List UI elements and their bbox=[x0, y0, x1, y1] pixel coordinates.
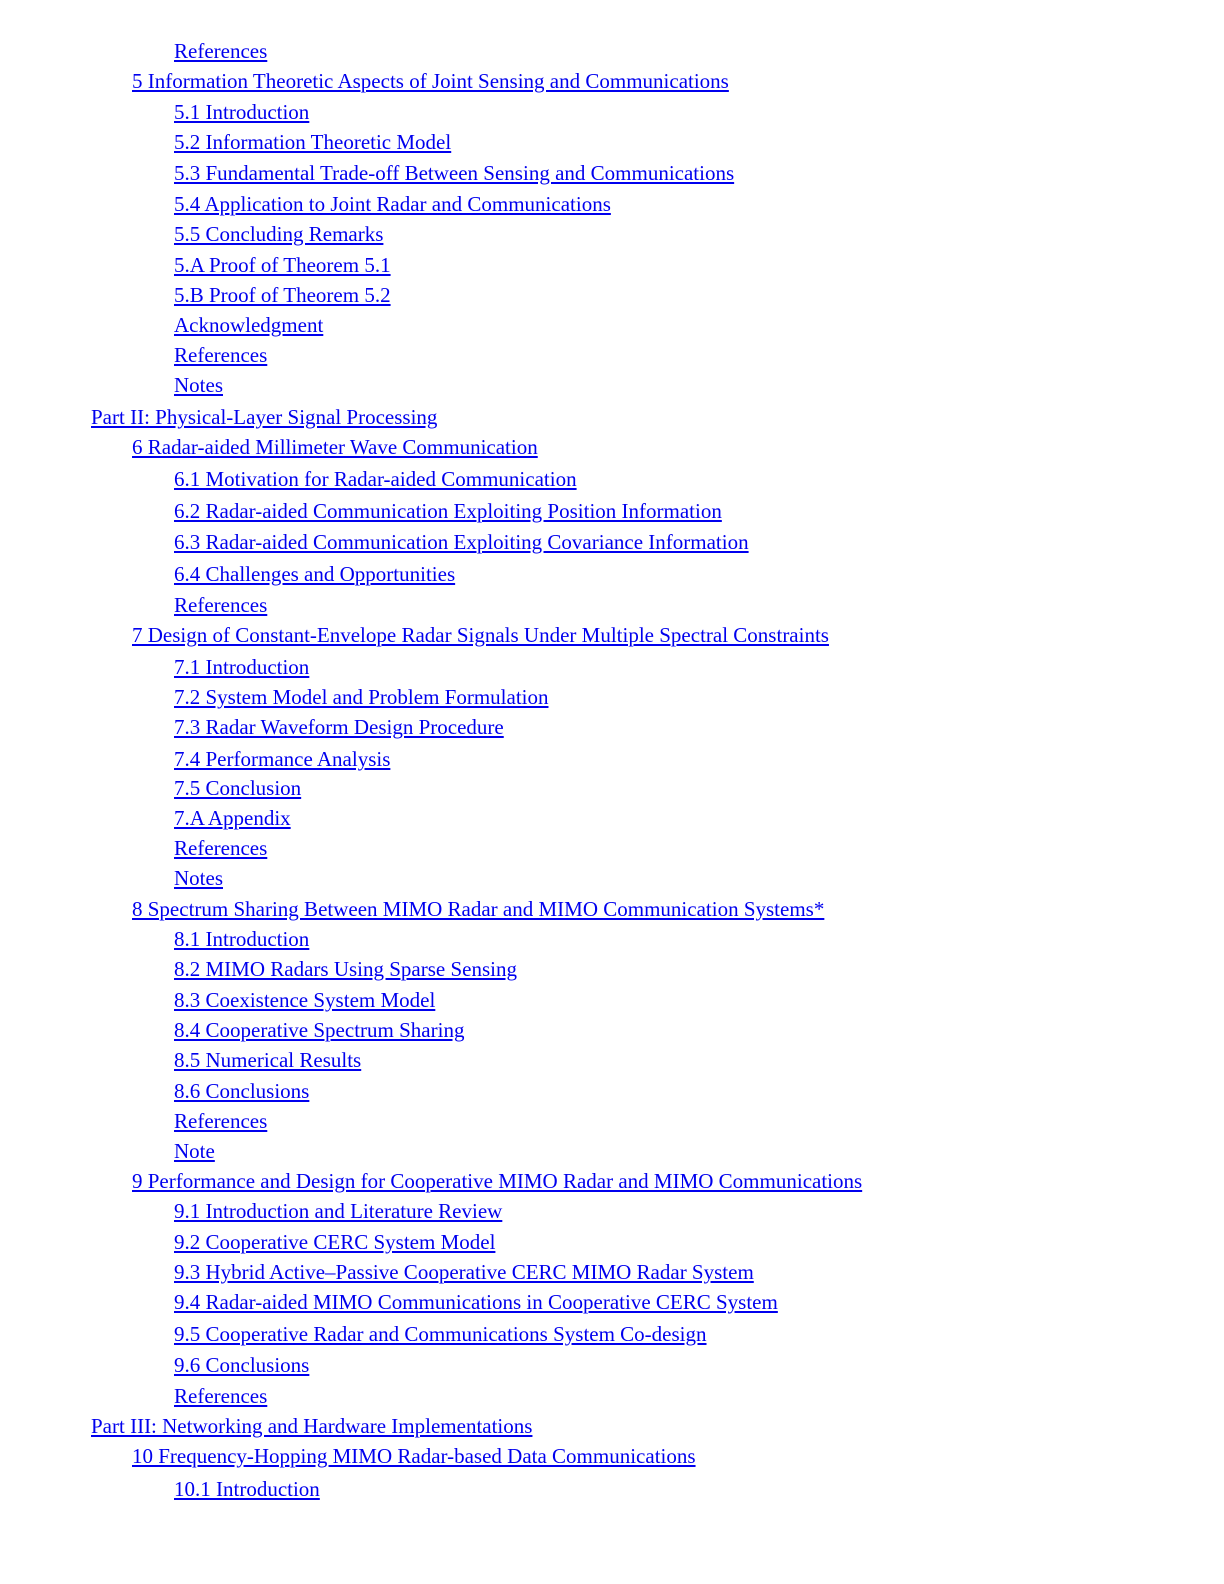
toc-section-link[interactable]: 8.3 Coexistence System Model bbox=[174, 988, 436, 1012]
toc-section-link[interactable]: References bbox=[174, 39, 268, 63]
toc-section-link[interactable]: 5.5 Concluding Remarks bbox=[174, 222, 384, 246]
toc-section-link[interactable]: 8.1 Introduction bbox=[174, 927, 310, 951]
toc-section-link[interactable]: 8.4 Cooperative Spectrum Sharing bbox=[174, 1018, 465, 1042]
toc-chapter-link[interactable]: 8 Spectrum Sharing Between MIMO Radar and MIMO Communication Systems* bbox=[132, 897, 825, 921]
toc-section-link[interactable]: Notes bbox=[174, 866, 223, 890]
toc-part-link[interactable]: Part III: Networking and Hardware Implementations bbox=[91, 1414, 533, 1438]
toc-section-link[interactable]: 6.3 Radar-aided Communication Exploiting Covariance Information bbox=[174, 530, 749, 554]
toc-section-link[interactable]: 5.A Proof of Theorem 5.1 bbox=[174, 253, 391, 277]
toc-section-link[interactable]: 9.2 Cooperative CERC System Model bbox=[174, 1230, 496, 1254]
toc-section-link[interactable]: 5.3 Fundamental Trade-off Between Sensing and Communications bbox=[174, 161, 735, 185]
toc-section-link[interactable]: 7.3 Radar Waveform Design Procedure bbox=[174, 715, 504, 739]
toc-section-link[interactable]: 6.1 Motivation for Radar-aided Communication bbox=[174, 467, 577, 491]
toc-section-link[interactable]: 9.4 Radar-aided MIMO Communications in Cooperative CERC System bbox=[174, 1290, 778, 1314]
toc-section-link[interactable]: References bbox=[174, 1384, 268, 1408]
toc-section-link[interactable]: 7.2 System Model and Problem Formulation bbox=[174, 685, 549, 709]
toc-section-link[interactable]: 6.4 Challenges and Opportunities bbox=[174, 562, 456, 586]
toc-section-link[interactable]: Notes bbox=[174, 373, 223, 397]
toc-section-link[interactable]: 9.5 Cooperative Radar and Communications System Co-design bbox=[174, 1322, 707, 1346]
toc-chapter-link[interactable]: 9 Performance and Design for Cooperative MIMO Radar and MIMO Communications bbox=[132, 1169, 863, 1193]
toc-section-link[interactable]: 7.1 Introduction bbox=[174, 655, 310, 679]
toc-section-link[interactable]: 5.4 Application to Joint Radar and Communications bbox=[174, 192, 611, 216]
toc-section-link[interactable]: 9.3 Hybrid Active–Passive Cooperative CERC MIMO Radar System bbox=[174, 1260, 754, 1284]
toc-section-link[interactable]: 9.1 Introduction and Literature Review bbox=[174, 1199, 503, 1223]
toc-section-link[interactable]: 7.5 Conclusion bbox=[174, 776, 302, 800]
toc-section-link[interactable]: 5.B Proof of Theorem 5.2 bbox=[174, 283, 391, 307]
toc-section-link[interactable]: References bbox=[174, 1109, 268, 1133]
toc-chapter-link[interactable]: 10 Frequency-Hopping MIMO Radar-based Data Communications bbox=[132, 1444, 696, 1468]
toc-section-link[interactable]: Acknowledgment bbox=[174, 313, 324, 337]
toc-section-link[interactable]: 5.1 Introduction bbox=[174, 100, 310, 124]
toc-section-link[interactable]: References bbox=[174, 343, 268, 367]
toc-section-link[interactable]: 10.1 Introduction bbox=[174, 1477, 320, 1501]
toc-chapter-link[interactable]: 5 Information Theoretic Aspects of Joint Sensing and Communications bbox=[132, 69, 729, 93]
toc-section-link[interactable]: 8.2 MIMO Radars Using Sparse Sensing bbox=[174, 957, 517, 981]
toc-section-link[interactable]: 8.5 Numerical Results bbox=[174, 1048, 362, 1072]
toc-section-link[interactable]: Note bbox=[174, 1139, 215, 1163]
toc-section-link[interactable]: 6.2 Radar-aided Communication Exploiting Position Information bbox=[174, 499, 722, 523]
toc-part-link[interactable]: Part II: Physical-Layer Signal Processing bbox=[91, 405, 438, 429]
toc-section-link[interactable]: 7.A Appendix bbox=[174, 806, 291, 830]
toc-section-link[interactable]: References bbox=[174, 593, 268, 617]
toc-section-link[interactable]: 9.6 Conclusions bbox=[174, 1353, 310, 1377]
toc-section-link[interactable]: 8.6 Conclusions bbox=[174, 1079, 310, 1103]
toc-section-link[interactable]: 7.4 Performance Analysis bbox=[174, 747, 391, 771]
toc-section-link[interactable]: 5.2 Information Theoretic Model bbox=[174, 130, 452, 154]
toc-section-link[interactable]: References bbox=[174, 836, 268, 860]
toc-chapter-link[interactable]: 7 Design of Constant-Envelope Radar Signals Under Multiple Spectral Constraints bbox=[132, 623, 829, 647]
toc-chapter-link[interactable]: 6 Radar-aided Millimeter Wave Communication bbox=[132, 435, 538, 459]
